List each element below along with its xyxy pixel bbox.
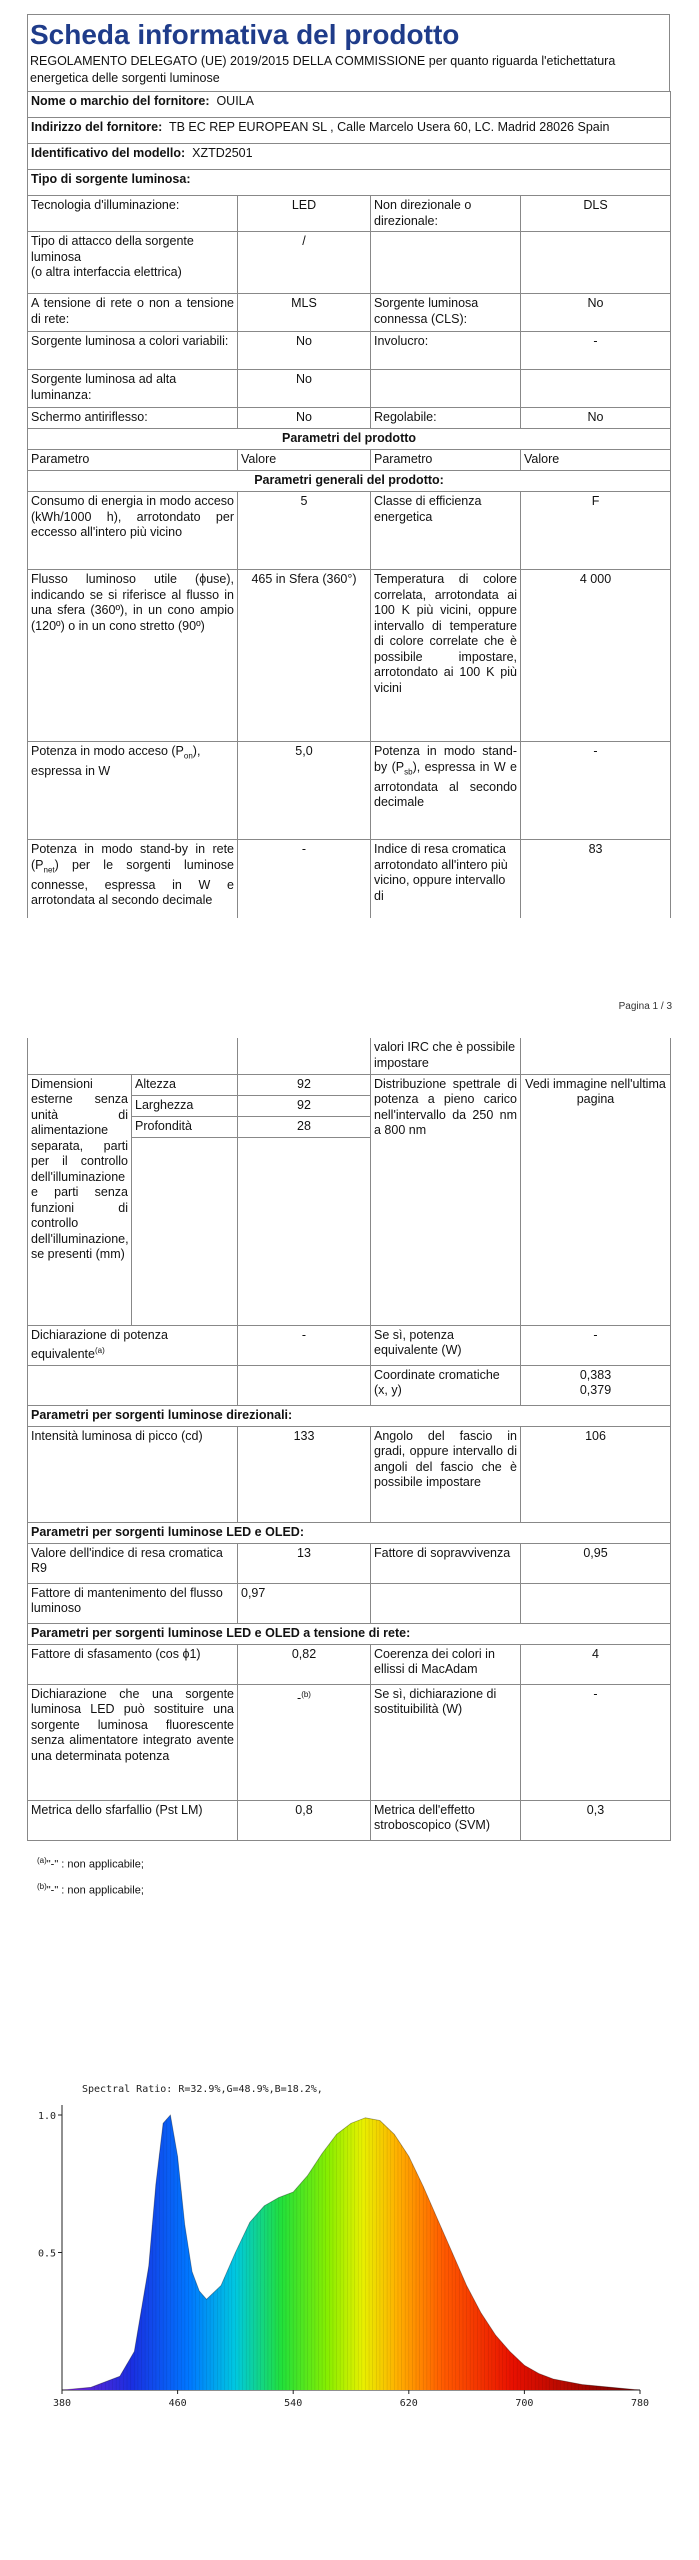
height-label: Altezza — [132, 1074, 238, 1095]
color-label: Sorgente luminosa a colori variabili: — [28, 332, 238, 370]
flicker-value: 0,8 — [238, 1800, 371, 1840]
cri-label-continued: valori IRC che è possibile impostare — [371, 1038, 521, 1074]
chromaticity-x: 0,383 — [579, 1367, 612, 1382]
equiv-power-label: Se sì, potenza equivalente (W) — [371, 1325, 521, 1365]
empty-cell — [28, 1038, 238, 1074]
replacement-value-text: - — [297, 1690, 302, 1705]
on-power-sub: on — [183, 751, 193, 761]
depth-label: Profondità — [132, 1116, 238, 1137]
on-power-label — [28, 742, 238, 840]
equiv-label — [28, 1325, 238, 1365]
led-mains-heading: Parametri per sorgenti luminose LED e OLED a tensione di rete: — [28, 1623, 671, 1644]
stroboscopic-label: Metrica dell'effetto stroboscopico (SVM) — [371, 1800, 521, 1840]
footnote-b — [37, 1876, 144, 1902]
beam-angle-value: 106 — [521, 1426, 671, 1522]
r9-value: 13 — [238, 1543, 371, 1583]
dimmable-label: Regolabile: — [371, 408, 521, 429]
replacement-note: (b) — [301, 1689, 311, 1699]
supplier-name-label: Nome o marchio del fornitore: — [31, 94, 210, 108]
glare-label: Schermo antiriflesso: — [28, 408, 238, 429]
supplier-address-row — [28, 118, 671, 144]
survival-label: Fattore di sopravvivenza — [371, 1543, 521, 1583]
maintenance-label: Fattore di mantenimento del flusso luminoso — [28, 1583, 238, 1623]
depth-value: 28 — [238, 1116, 371, 1137]
flux-label: Flusso luminoso utile (ϕuse), indicando se si riferisce al flusso in una sfera (360º), in un cono ampio (120º) o in un cono stretto (90º) — [28, 570, 238, 742]
col-param-header: Parametro — [371, 450, 521, 471]
r9-label: Valore dell'indice di resa cromatica R9 — [28, 1543, 238, 1583]
cls-label: Sorgente luminosa connessa (CLS): — [371, 294, 521, 332]
high-luminance-label: Sorgente luminosa ad alta luminanza: — [28, 370, 238, 408]
flux-value: 465 in Sfera (360°) — [238, 570, 371, 742]
on-power-value: 5,0 — [238, 742, 371, 840]
footnote-b-text: "-" : non applicabile; — [46, 1884, 144, 1897]
title-block — [27, 14, 670, 91]
spd-label: Distribuzione spettrale di potenza a pieno carico nell'intervallo da 250 nm a 800 nm — [371, 1074, 521, 1325]
tech-label: Tecnologia d'illuminazione: — [28, 196, 238, 232]
spd-value: Vedi immagine nell'ultima pagina — [521, 1074, 671, 1325]
empty-cell — [132, 1137, 238, 1325]
standby-label-text: ), espressa in W e arrotondata al secondo decimale — [374, 759, 517, 809]
supplier-address-label: Indirizzo del fornitore: — [31, 120, 163, 134]
spectrum-svg — [20, 2070, 680, 2430]
mains-value: MLS — [238, 294, 371, 332]
page-title: Scheda informativa del prodotto — [30, 19, 460, 50]
mains-label: A tensione di rete o non a tensione di rete: — [28, 294, 238, 332]
page-1 — [27, 14, 670, 918]
standby-label-text: Potenza in modo stand-by (P — [374, 744, 517, 774]
x-tick-label: 780 — [630, 2398, 650, 2409]
equiv-value: - — [238, 1325, 371, 1365]
empty-cell — [28, 1365, 238, 1405]
led-oled-heading: Parametri per sorgenti luminose LED e OLED: — [28, 1522, 671, 1543]
cct-value: 4 000 — [521, 570, 671, 742]
peak-intensity-label: Intensità luminosa di picco (cd) — [28, 1426, 238, 1522]
height-value: 92 — [238, 1074, 371, 1095]
footnote-a-text: "-" : non applicabile; — [46, 1858, 144, 1871]
width-label: Larghezza — [132, 1095, 238, 1116]
empty-cell — [521, 370, 671, 408]
net-label-text: ) per le sorgenti luminose connesse, espressa in W e arrotondata al secondo decimale — [31, 857, 234, 907]
chromaticity-value — [521, 1365, 671, 1405]
y-tick-label: 1.0 — [37, 2111, 56, 2122]
net-label-text: Potenza in modo stand-by in rete (P — [31, 842, 234, 872]
page-2 — [27, 1038, 670, 1841]
supplier-address-value: TB EC REP EUROPEAN SL , Calle Marcelo Usera 60, LC. Madrid 28026 Spain — [168, 120, 610, 134]
envelope-value: - — [521, 332, 671, 370]
survival-value: 0,95 — [521, 1543, 671, 1583]
cap-label-note: (o altra interfaccia elettrica) — [31, 265, 182, 279]
empty-cell — [521, 1583, 671, 1623]
color-value: No — [238, 332, 371, 370]
cap-label-line: Tipo di attacco della sorgente luminosa — [31, 234, 194, 264]
power-factor-value: 0,82 — [238, 1644, 371, 1684]
general-params-heading: Parametri generali del prodotto: — [28, 471, 671, 492]
energy-value: 5 — [238, 492, 371, 570]
footnote-a-mark: (a) — [37, 1856, 47, 1865]
empty-cell — [521, 232, 671, 294]
chromaticity-label: Coordinate cromatiche (x, y) — [371, 1365, 521, 1405]
x-tick-label: 620 — [399, 2398, 418, 2409]
cri-label: Indice di resa cromatica arrotondato all'intero più vicino, oppure intervallo di — [371, 840, 521, 919]
empty-cell — [238, 1038, 371, 1074]
glare-value: No — [238, 408, 371, 429]
chart-title: Spectral Ratio: R=32.9%,G=48.9%,B=18.2%, — [82, 2084, 323, 2095]
empty-cell — [371, 1583, 521, 1623]
cap-label — [28, 232, 238, 294]
coherence-value: 4 — [521, 1644, 671, 1684]
tech-value: LED — [238, 196, 371, 232]
peak-intensity-value: 133 — [238, 1426, 371, 1522]
chart-marks — [62, 2115, 640, 2390]
beam-angle-label: Angolo del fascio in gradi, oppure intervallo di angoli del fascio che è possibile impostare — [371, 1426, 521, 1522]
y-tick-label: 0.5 — [37, 2248, 56, 2260]
nondir-label: Non direzionale o direzionale: — [371, 196, 521, 232]
col-param-header: Parametro — [28, 450, 238, 471]
regulation-subtitle: REGOLAMENTO DELEGATO (UE) 2019/2015 DELLA COMMISSIONE per quanto riguarda l'etichettatura energetica delle sorgenti luminose — [30, 54, 616, 85]
net-sub: net — [43, 865, 55, 874]
footnotes — [37, 1850, 144, 1901]
cct-label: Temperatura di colore correlata, arrotondata ai 100 K più vicini, oppure intervallo di temperature di colore correlate che è possibile impostare, arrotondato ai 100 K più vicini — [371, 570, 521, 742]
standby-power-label — [371, 742, 521, 840]
replacement-label: Dichiarazione che una sorgente luminosa LED può sostituire una sorgente luminosa fluorescente senza alimentatore integrato avente una determinata potenza — [28, 1684, 238, 1800]
x-tick-label: 700 — [515, 2398, 534, 2409]
chromaticity-y: 0,379 — [579, 1383, 612, 1398]
empty-cell — [371, 370, 521, 408]
dimmable-value: No — [521, 408, 671, 429]
model-label: Identificativo del modello: — [31, 146, 186, 160]
nondir-value: DLS — [521, 196, 671, 232]
equiv-label-text: Dichiarazione di potenza equivalente — [31, 1327, 168, 1362]
energy-class-label: Classe di efficienza energetica — [371, 492, 521, 570]
energy-label: Consumo di energia in modo acceso (kWh/1000 h), arrotondato per eccesso all'intero più vicino — [28, 492, 238, 570]
model-row — [28, 144, 671, 170]
x-tick-label: 460 — [168, 2398, 187, 2409]
dimensions-label: Dimensioni esterne senza unità di alimentazione separata, parti per il controllo dell'illuminazione e parti senza funzioni di controllo dell'illuminazione, se presenti (mm) — [28, 1074, 132, 1325]
x-tick-label: 540 — [284, 2398, 303, 2409]
networked-standby-value: - — [238, 840, 371, 919]
equiv-power-value: - — [521, 1325, 671, 1365]
width-value: 92 — [238, 1095, 371, 1116]
cap-value: / — [238, 232, 371, 294]
col-value-header: Valore — [238, 450, 371, 471]
params-heading: Parametri del prodotto — [28, 429, 671, 450]
footnote-b-mark: (b) — [37, 1881, 47, 1891]
model-value: XZTD2501 — [192, 146, 253, 160]
spectrum-chart — [20, 2070, 680, 2430]
on-power-label-text: ), espressa in W — [31, 744, 201, 778]
replacement-power-value: - — [521, 1684, 671, 1800]
replacement-power-label: Se sì, dichiarazione di sostituibilità (W) — [371, 1684, 521, 1800]
product-info-table — [27, 91, 671, 918]
flicker-label: Metrica dello sfarfallio (Pst LM) — [28, 1800, 238, 1840]
cri-value: 83 — [521, 840, 671, 919]
empty-cell — [238, 1365, 371, 1405]
coherence-label: Coerenza dei colori in ellissi di MacAdam — [371, 1644, 521, 1684]
x-tick-label: 380 — [52, 2398, 72, 2409]
footnote-a — [37, 1850, 144, 1876]
standby-power-value: - — [521, 742, 671, 840]
on-power-label-text: Potenza in modo acceso (P — [31, 744, 184, 758]
high-luminance-value: No — [238, 370, 371, 408]
empty-cell — [238, 1137, 371, 1325]
directional-heading: Parametri per sorgenti luminose direzionali: — [28, 1405, 671, 1426]
page-number: Pagina 1 / 3 — [618, 1001, 672, 1012]
col-value-header: Valore — [521, 450, 671, 471]
stroboscopic-value: 0,3 — [521, 1800, 671, 1840]
supplier-name-row — [28, 92, 671, 118]
standby-sub: sb — [404, 767, 413, 776]
envelope-label: Involucro: — [371, 332, 521, 370]
product-info-table-continued — [27, 1038, 671, 1841]
networked-standby-label — [28, 840, 238, 919]
supplier-name-value: OUILA — [216, 94, 254, 108]
cls-value: No — [521, 294, 671, 332]
equiv-note: (a) — [94, 1346, 105, 1355]
empty-cell — [521, 1038, 671, 1074]
maintenance-value: 0,97 — [238, 1583, 371, 1623]
power-factor-label: Fattore di sfasamento (cos ϕ1) — [28, 1644, 238, 1684]
source-type-heading: Tipo di sorgente luminosa: — [28, 170, 671, 196]
energy-class-value: F — [521, 492, 671, 570]
empty-cell — [371, 232, 521, 294]
replacement-value — [238, 1684, 371, 1800]
